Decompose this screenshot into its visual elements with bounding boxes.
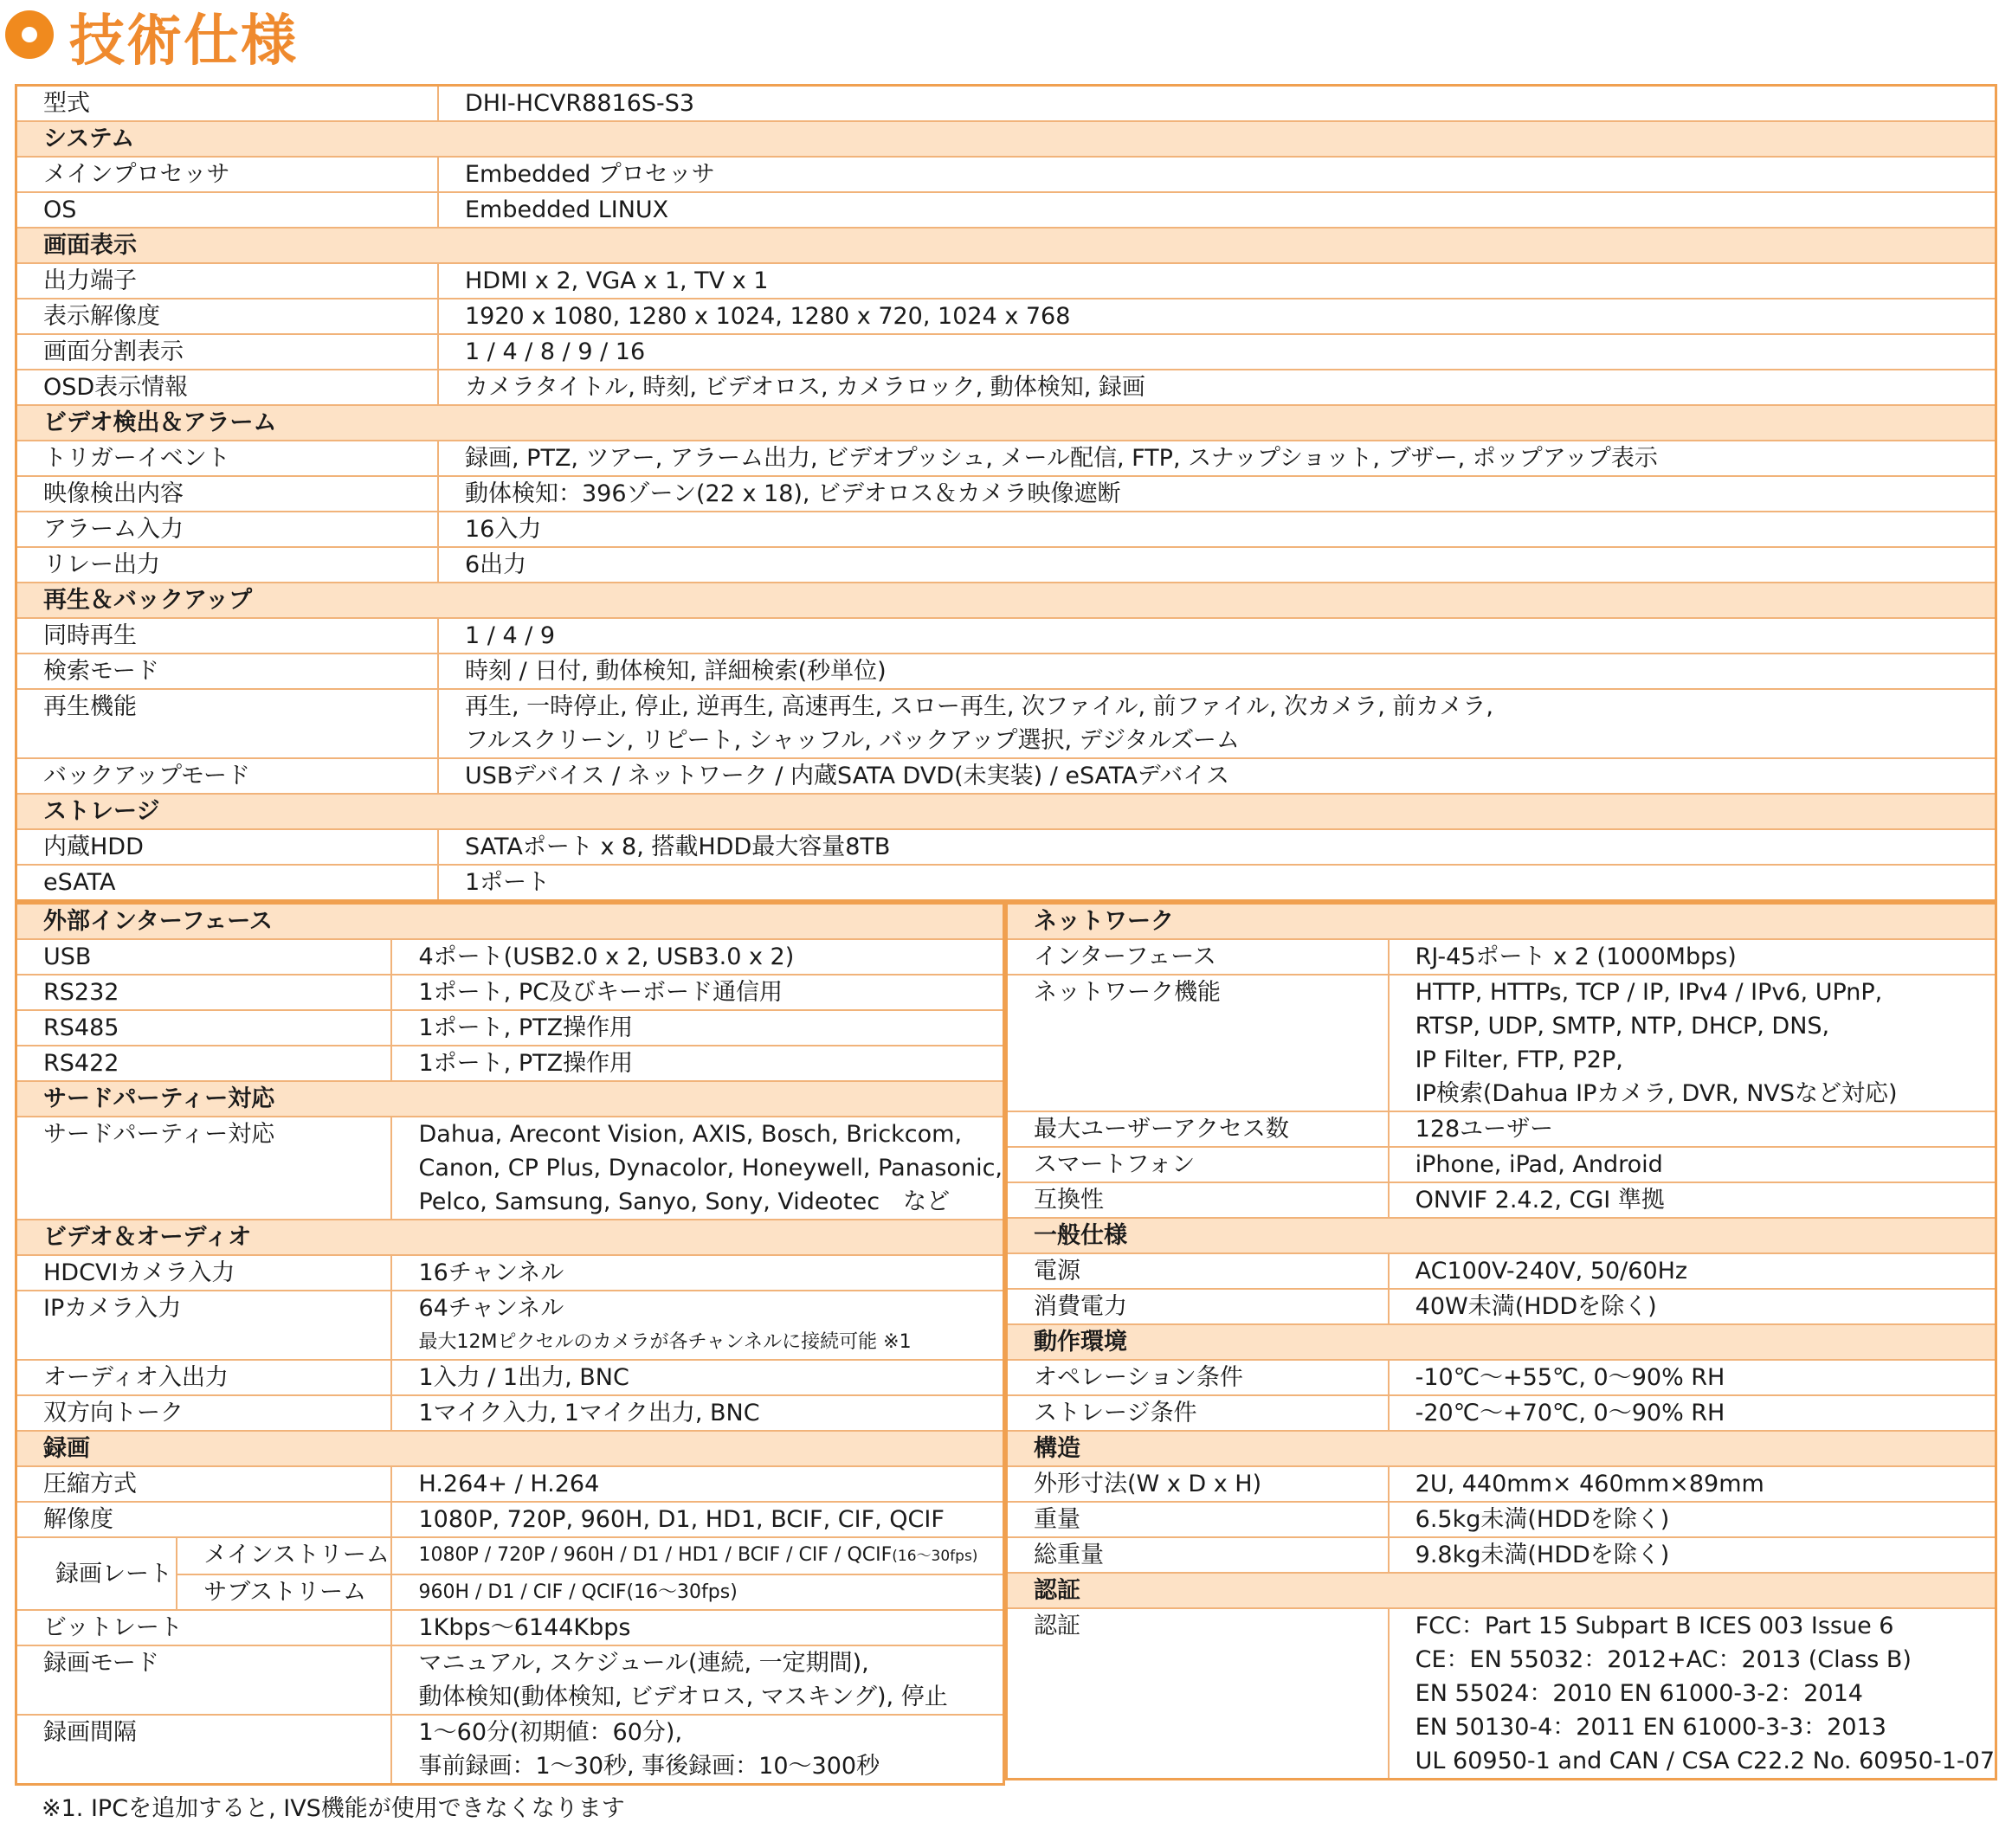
value-line: CE：EN 55032：2012+AC：2013 (Class B) (1415, 1646, 1912, 1673)
section-header: サードパーティー対応 (16, 1081, 1004, 1117)
row-value (391, 1715, 1003, 1785)
row-value: カメラタイトル, 時刻, ビデオロス, カメラロック, 動体検知, 録画 (438, 370, 1996, 405)
row-value (391, 1537, 1003, 1574)
row-label: オペレーション条件 (1007, 1360, 1389, 1395)
row-label: eSATA (16, 865, 439, 901)
row-value: 40W未満(HDDを除く) (1389, 1289, 1996, 1324)
row-value: 16入力 (438, 512, 1996, 547)
row-label: ストレージ条件 (1007, 1395, 1389, 1431)
section-header: 外部インターフェース (16, 904, 1004, 940)
row-value: 1マイク入力, 1マイク出力, BNC (391, 1395, 1003, 1431)
row-label: 映像検出内容 (16, 476, 439, 512)
row-label: 電源 (1007, 1253, 1389, 1289)
value-line: 再生, 一時停止, 停止, 逆再生, 高速再生, スロー再生, 次ファイル, 前ファイル, 次カメラ, 前カメラ, (465, 693, 1493, 720)
row-value: H.264+ / H.264 (391, 1466, 1003, 1502)
row-value: Embedded LINUX (438, 192, 1996, 228)
row-label: 消費電力 (1007, 1289, 1389, 1324)
row-label: リレー出力 (16, 547, 439, 583)
row-label: 外形寸法(W x D x H) (1007, 1466, 1389, 1502)
row-value: 6.5kg未満(HDDを除く) (1389, 1502, 1996, 1537)
section-header: ネットワーク (1007, 904, 1996, 940)
section-header: ストレージ (16, 794, 1996, 829)
row-value: Embedded プロセッサ (438, 157, 1996, 192)
section-header: 画面表示 (16, 228, 1996, 263)
section-header: ビデオ＆オーディオ (16, 1220, 1004, 1255)
row-label: 内蔵HDD (16, 829, 439, 865)
row-value: 動体検知：396ゾーン(22 x 18), ビデオロス＆カメラ映像遮断 (438, 476, 1996, 512)
spec-table-left (15, 902, 1005, 1786)
section-header: 認証 (1007, 1573, 1996, 1608)
value-line: FCC：Part 15 Subpart B ICES 003 Issue 6 (1415, 1613, 1894, 1639)
value-line: EN 50130-4：2011 EN 61000-3-3：2013 (1415, 1714, 1886, 1741)
bullet-icon (5, 10, 54, 59)
section-header: 構造 (1007, 1431, 1996, 1466)
row-value: 4ポート(USB2.0 x 2, USB3.0 x 2) (391, 939, 1003, 975)
row-value: 時刻 / 日付, 動体検知, 詳細検索(秒単位) (438, 654, 1996, 689)
footnote: ※1. IPCを追加すると, IVS機能が使用できなくなります (42, 1795, 625, 1822)
value-line: 1080P / 720P / 960H / D1 / HD1 / BCIF / CIF / QCIF (418, 1544, 893, 1566)
page-title: 技術仕様 (69, 10, 298, 74)
value-line: RTSP, UDP, SMTP, NTP, DHCP, DNS, (1415, 1013, 1830, 1040)
row-label: RS232 (16, 975, 392, 1010)
spec-table-right (1005, 902, 1997, 1780)
row-label: 解像度 (16, 1502, 392, 1537)
value-line: IP検索(Dahua IPカメラ, DVR, NVSなど対応) (1415, 1080, 1898, 1107)
row-value (1389, 1608, 1996, 1780)
row-value: RJ-45ポート x 2 (1000Mbps) (1389, 939, 1996, 975)
row-label: 再生機能 (16, 689, 439, 758)
row-label: スマートフォン (1007, 1147, 1389, 1182)
row-label: インターフェース (1007, 939, 1389, 975)
row-label: 録画間隔 (16, 1715, 392, 1785)
row-label: 総重量 (1007, 1537, 1389, 1573)
row-value: 1920 x 1080, 1280 x 1024, 1280 x 720, 1024 x 768 (438, 299, 1996, 334)
row-label: ビットレート (16, 1610, 392, 1645)
row-value: 1入力 / 1出力, BNC (391, 1360, 1003, 1395)
spec-table-top (15, 84, 1997, 902)
row-value: 1ポート, PTZ操作用 (391, 1010, 1003, 1046)
row-label: 重量 (1007, 1502, 1389, 1537)
row-value: AC100V-240V, 50/60Hz (1389, 1253, 1996, 1289)
value-line: Dahua, Arecont Vision, AXIS, Bosch, Brickcom, (418, 1121, 963, 1148)
row-value: 1ポート, PC及びキーボード通信用 (391, 975, 1003, 1010)
row-value: 2U, 440mm× 460mm×89mm (1389, 1466, 1996, 1502)
row-value: 1 / 4 / 9 (438, 618, 1996, 654)
row-label: 双方向トーク (16, 1395, 392, 1431)
row-label: RS485 (16, 1010, 392, 1046)
section-header: ビデオ検出＆アラーム (16, 405, 1996, 441)
section-header: 再生＆バックアップ (16, 583, 1996, 618)
row-label: 録画モード (16, 1645, 392, 1715)
row-value: 録画, PTZ, ツアー, アラーム出力, ビデオプッシュ, メール配信, FTP, スナップショット, ブザー, ポップアップ表示 (438, 441, 1996, 476)
row-value: 1ポート, PTZ操作用 (391, 1046, 1003, 1081)
row-value: 1080P, 720P, 960H, D1, HD1, BCIF, CIF, QCIF (391, 1502, 1003, 1537)
row-value: ONVIF 2.4.2, CGI 準拠 (1389, 1182, 1996, 1218)
row-sublabel: メインストリーム (177, 1537, 391, 1574)
row-label: 互換性 (1007, 1182, 1389, 1218)
row-label: 録画レート (16, 1537, 177, 1610)
row-label: オーディオ入出力 (16, 1360, 392, 1395)
row-label: 表示解像度 (16, 299, 439, 334)
row-value (391, 1645, 1003, 1715)
value-note: (16〜30fps) (892, 1548, 978, 1565)
row-label: HDCVIカメラ入力 (16, 1255, 392, 1291)
value-line: Pelco, Samsung, Sanyo, Sony, Videotec など (418, 1188, 951, 1215)
row-label: IPカメラ入力 (16, 1291, 392, 1360)
value-line: マニュアル, スケジュール(連続, 一定期間), (418, 1650, 869, 1677)
row-value: 9.8kg未満(HDDを除く) (1389, 1537, 1996, 1573)
row-label: USB (16, 939, 392, 975)
row-value: 128ユーザー (1389, 1111, 1996, 1147)
section-header: システム (16, 121, 1996, 157)
row-label: 最大ユーザーアクセス数 (1007, 1111, 1389, 1147)
model-label: 型式 (16, 86, 439, 122)
row-value: 16チャンネル (391, 1255, 1003, 1291)
row-label: バックアップモード (16, 758, 439, 794)
value-line: 1〜60分(初期値：60分), (418, 1719, 683, 1746)
value-line: EN 55024：2010 EN 61000-3-2：2014 (1415, 1680, 1863, 1707)
row-value: SATAポート x 8, 搭載HDD最大容量8TB (438, 829, 1996, 865)
row-value: 1 / 4 / 8 / 9 / 16 (438, 334, 1996, 370)
row-value (391, 1291, 1003, 1360)
row-label: 認証 (1007, 1608, 1389, 1780)
row-label: メインプロセッサ (16, 157, 439, 192)
value-line: Canon, CP Plus, Dynacolor, Honeywell, Panasonic, (418, 1155, 1003, 1182)
row-label: ネットワーク機能 (1007, 975, 1389, 1111)
row-value (1389, 975, 1996, 1111)
row-sublabel: サブストリーム (177, 1574, 391, 1610)
value-line: フルスクリーン, リピート, シャッフル, バックアップ選択, デジタルズーム (465, 727, 1240, 754)
row-value (391, 1117, 1003, 1220)
row-label: トリガーイベント (16, 441, 439, 476)
row-value: 6出力 (438, 547, 1996, 583)
row-value: 1Kbps〜6144Kbps (391, 1610, 1003, 1645)
section-header: 一般仕様 (1007, 1218, 1996, 1253)
row-label: サードパーティー対応 (16, 1117, 392, 1220)
section-header: 動作環境 (1007, 1324, 1996, 1360)
row-value: 960H / D1 / CIF / QCIF(16〜30fps) (391, 1574, 1003, 1610)
value-line: HTTP, HTTPs, TCP / IP, IPv4 / IPv6, UPnP, (1415, 979, 1883, 1006)
row-label: 同時再生 (16, 618, 439, 654)
row-label: RS422 (16, 1046, 392, 1081)
row-value: HDMI x 2, VGA x 1, TV x 1 (438, 263, 1996, 299)
value-line: IP Filter, FTP, P2P, (1415, 1046, 1623, 1073)
value-line: 動体検知(動体検知, ビデオロス, マスキング), 停止 (418, 1684, 948, 1710)
row-label: 圧縮方式 (16, 1466, 392, 1502)
row-value: -10℃〜+55℃, 0〜90% RH (1389, 1360, 1996, 1395)
row-label: 画面分割表示 (16, 334, 439, 370)
row-label: 検索モード (16, 654, 439, 689)
model-value: DHI-HCVR8816S-S3 (438, 86, 1996, 122)
row-value (438, 689, 1996, 758)
value-line: 最大12Mピクセルのカメラが各チャンネルに接続可能 ※1 (418, 1331, 912, 1353)
row-label: OSD表示情報 (16, 370, 439, 405)
value-line: 事前録画：1〜30秒, 事後録画：10〜300秒 (418, 1753, 880, 1780)
value-line: UL 60950-1 and CAN / CSA C22.2 No. 60950-1-07 (1415, 1748, 1995, 1774)
row-label: OS (16, 192, 439, 228)
value-line: 64チャンネル (418, 1295, 564, 1322)
row-label: 出力端子 (16, 263, 439, 299)
row-label: アラーム入力 (16, 512, 439, 547)
row-value: 1ポート (438, 865, 1996, 901)
row-value: -20℃〜+70℃, 0〜90% RH (1389, 1395, 1996, 1431)
section-header: 録画 (16, 1431, 1004, 1466)
row-value: iPhone, iPad, Android (1389, 1147, 1996, 1182)
row-value: USBデバイス / ネットワーク / 内蔵SATA DVD(未実装) / eSATAデバイス (438, 758, 1996, 794)
table-row (16, 86, 1996, 122)
